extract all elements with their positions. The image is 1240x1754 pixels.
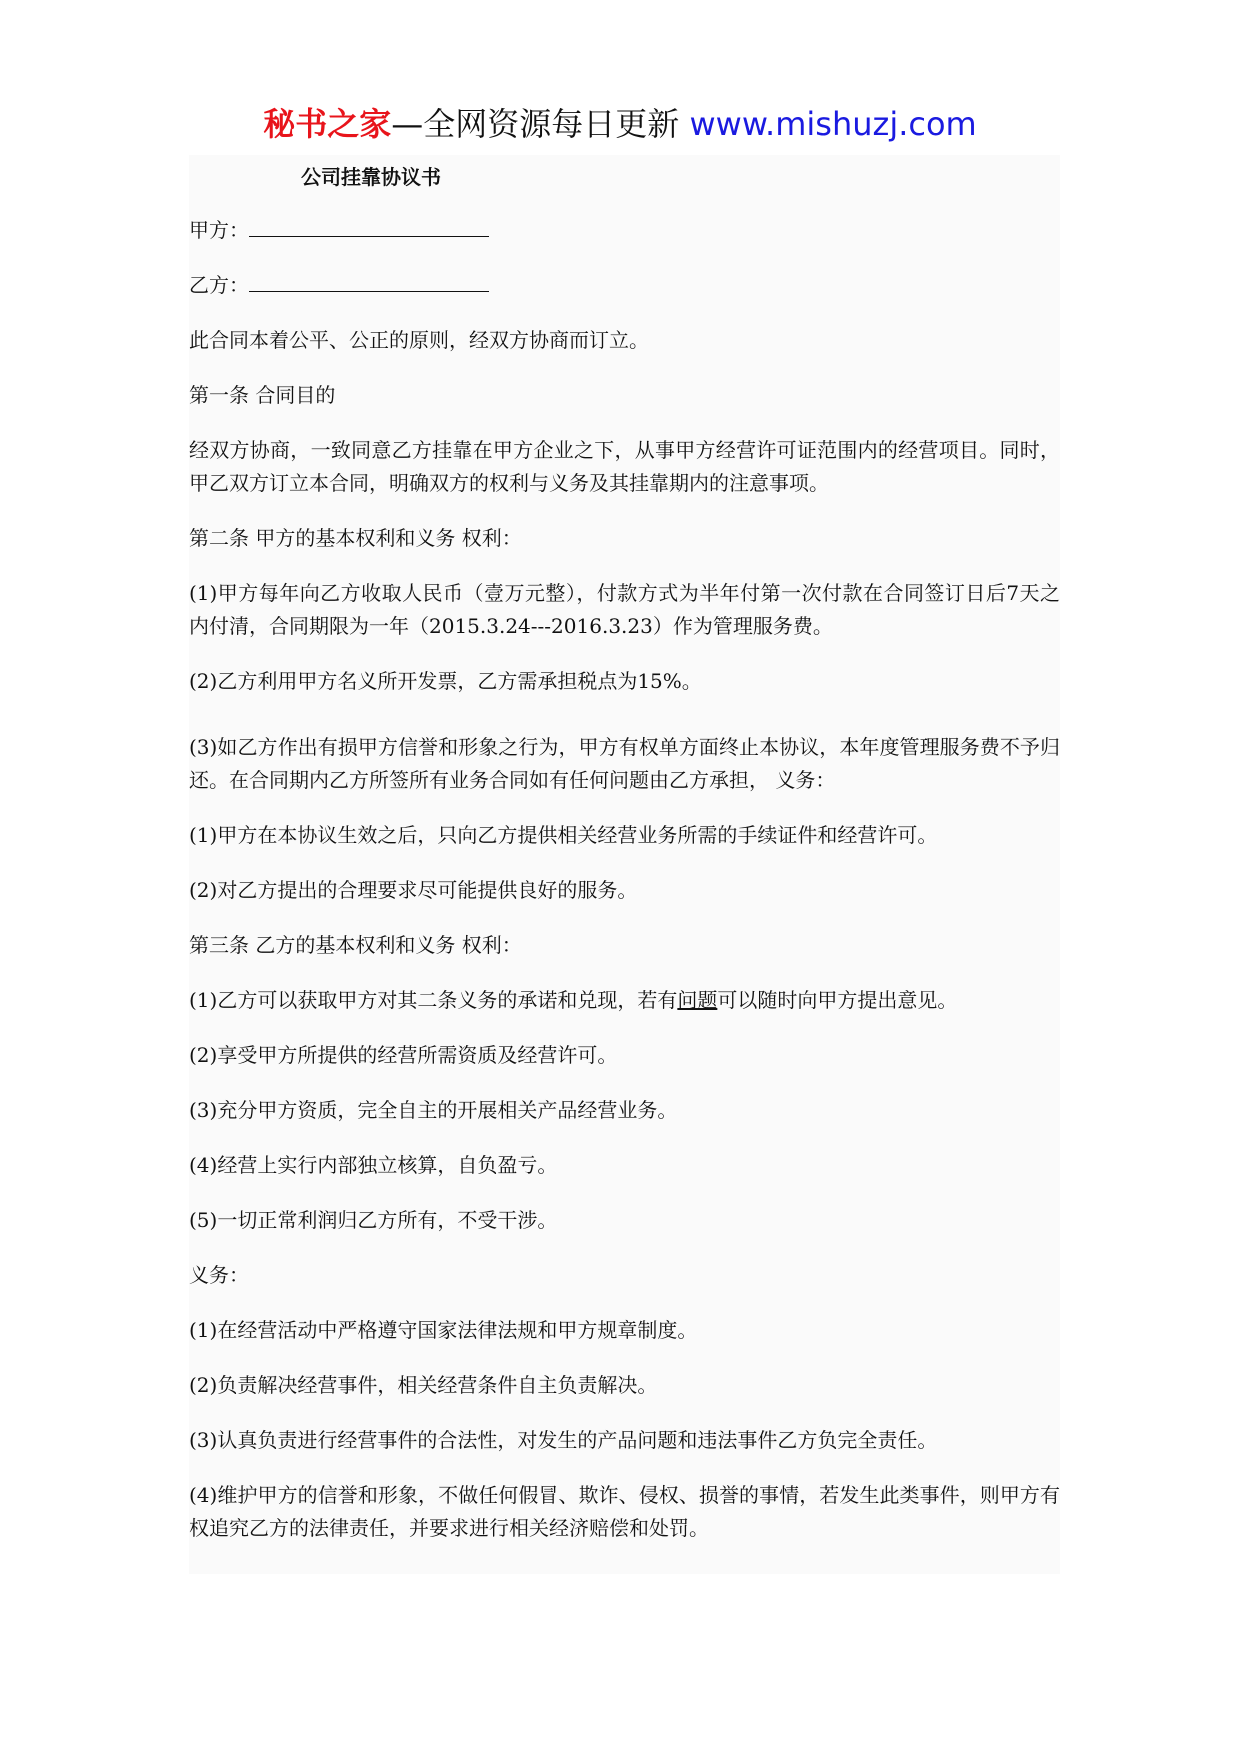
site-banner: [0, 98, 1240, 150]
party-b-label: 乙方：: [189, 273, 249, 297]
article-3-duty-2: (2)负责解决经营事件，相关经营条件自主负责解决。: [189, 1373, 658, 1397]
document-title: 公司挂靠协议书: [301, 165, 441, 189]
article-3-duty-4: (4)维护甲方的信誉和形象，不做任何假冒、欺诈、侵权、损誉的事情，若发生此类事件，则甲方有权追究乙方的法律责任，并要求进行相关经济赔偿和处罚。: [189, 1483, 1060, 1540]
article-2-right-3: (3)如乙方作出有损甲方信誉和形象之行为，甲方有权单方面终止本协议，本年度管理服务费不予归还。在合同期内乙方所签所有业务合同如有任何问题由乙方承担， 义务：: [189, 735, 1060, 792]
article-1-heading: 第一条 合同目的: [189, 383, 336, 407]
article-3-duty-1: (1)在经营活动中严格遵守国家法律法规和甲方规章制度。: [189, 1318, 698, 1342]
article-2-right-2: (2)乙方利用甲方名义所开发票，乙方需承担税点为15%。: [189, 669, 702, 693]
party-a-line: [189, 214, 1060, 247]
article-3-right-1: [189, 984, 1060, 1017]
article-3-right-5: (5)一切正常利润归乙方所有，不受干涉。: [189, 1208, 558, 1232]
party-a-label: 甲方：: [189, 218, 249, 242]
banner-tagline: —全网资源每日更新: [391, 105, 690, 143]
party-b-blank: [249, 269, 489, 292]
article-1-body: 经双方协商，一致同意乙方挂靠在甲方企业之下，从事甲方经营许可证范围内的经营项目。同时，甲乙双方订立本合同，明确双方的权利与义务及其挂靠期内的注意事项。: [189, 438, 1060, 495]
article-3-right-3: (3)充分甲方资质，完全自主的开展相关产品经营业务。: [189, 1098, 678, 1122]
article-3-right-4: (4)经营上实行内部独立核算，自负盈亏。: [189, 1153, 558, 1177]
party-a-blank: [249, 214, 489, 237]
article-2-heading: 第二条 甲方的基本权利和义务 权利：: [189, 526, 522, 550]
preamble: 此合同本着公平、公正的原则，经双方协商而订立。: [189, 328, 649, 352]
document-body: [189, 155, 1060, 1574]
brand-name: 秘书之家: [263, 105, 392, 143]
article-3-right-2: (2)享受甲方所提供的经营所需资质及经营许可。: [189, 1043, 618, 1067]
party-b-line: [189, 269, 1060, 302]
underlined-term: 问题: [677, 988, 718, 1012]
article-2-right-1: (1)甲方每年向乙方收取人民币（壹万元整），付款方式为半年付第一次付款在合同签订日后7天之内付清，合同期限为一年（2015.3.24---2016.3.23）作为管理服务费。: [189, 581, 1060, 638]
article-3-duties-label: 义务：: [189, 1263, 249, 1287]
article-3-right-1-text-a: (1)乙方可以获取甲方对其二条义务的承诺和兑现，若有: [189, 988, 678, 1012]
article-3-duty-3: (3)认真负责进行经营事件的合法性，对发生的产品问题和违法事件乙方负完全责任。: [189, 1428, 938, 1452]
site-url-link[interactable]: www.mishuzj.com: [689, 105, 977, 143]
article-2-duty-2: (2)对乙方提出的合理要求尽可能提供良好的服务。: [189, 878, 638, 902]
article-3-right-1-text-b: 可以随时向甲方提出意见。: [717, 988, 958, 1012]
article-2-duty-1: (1)甲方在本协议生效之后，只向乙方提供相关经营业务所需的手续证件和经营许可。: [189, 823, 938, 847]
article-3-heading: 第三条 乙方的基本权利和义务 权利：: [189, 933, 522, 957]
